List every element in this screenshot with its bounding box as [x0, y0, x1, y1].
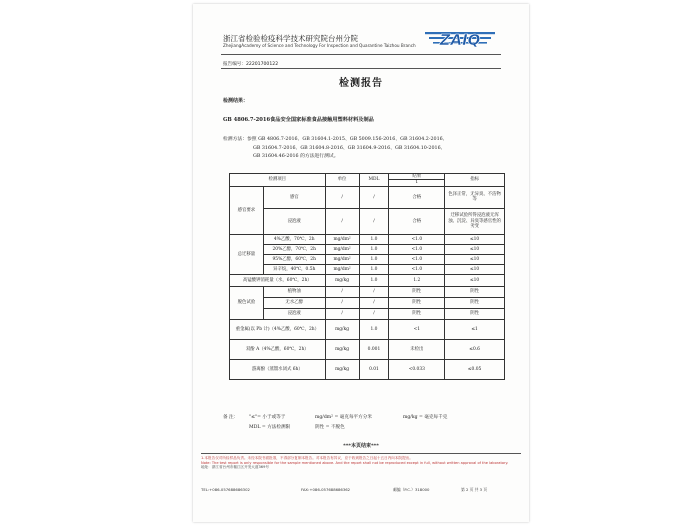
result-label: 检测结果：	[223, 98, 249, 104]
limit-cell: 阴性	[445, 308, 505, 319]
unit-cell: mg/dm²	[325, 234, 359, 244]
limit-cell: ≤0.6	[445, 339, 505, 359]
unit-cell: mg/kg	[325, 339, 359, 359]
result-cell: <1.0	[389, 244, 445, 254]
logo-text: ZAIQ	[439, 31, 481, 49]
unit-cell: mg/kg	[325, 274, 359, 286]
result-cell: 阴性	[389, 286, 445, 297]
unit-cell: /	[325, 286, 359, 297]
group-label: 脱色试验	[230, 286, 264, 319]
note-mdl: MDL = 方法检测限	[249, 425, 291, 430]
item-label: 高锰酸钾消耗量（水，60℃，2h）	[230, 274, 326, 286]
footer-tel: TEL:+086-057688686302	[201, 487, 250, 492]
result-cell: <1.0	[389, 264, 445, 274]
disclaimer	[201, 456, 523, 470]
footer-fax: FAX:+086-057688686362	[301, 487, 351, 492]
mdl-cell: /	[359, 297, 389, 308]
mdl-cell: 0.01	[359, 359, 389, 379]
note-le: "≤"= 小于或等于	[249, 415, 286, 420]
report-number: 报告编号：22201700122	[223, 62, 279, 67]
result-cell: 阴性	[389, 297, 445, 308]
unit-cell: mg/dm²	[325, 244, 359, 254]
mdl-cell: 1.0	[359, 274, 389, 286]
institute-name-cn: 浙江省检验检疫科学技术研究院台州分院	[223, 34, 358, 43]
item-label: 双酚 A（4%乙酸，60℃，2h）	[230, 339, 326, 359]
limit-cell: 色泽正常，无异臭、不洁物等	[445, 186, 505, 208]
table-row	[230, 359, 505, 379]
mdl-cell: 0.001	[359, 339, 389, 359]
result-cell: 未检出	[389, 339, 445, 359]
sub-item: 异辛烷，40℃，0.5h	[263, 264, 325, 274]
table-header-row	[230, 174, 505, 180]
result-cell: 阴性	[389, 308, 445, 319]
notes-label: 备 注：	[223, 415, 239, 420]
mdl-cell: /	[359, 308, 389, 319]
note-mgdm2: mg/dm² = 毫克每平方分米	[315, 415, 372, 420]
test-method	[223, 136, 505, 162]
footer-separator	[201, 453, 521, 454]
mdl-cell: /	[359, 286, 389, 297]
result-table	[229, 173, 505, 380]
limit-cell: 阴性	[445, 286, 505, 297]
disclaimer-en: Note: The test report is only responsible for the sample mentioned above. And the report shall not be reproduced except in full, without written approval of the laboratory.	[201, 460, 509, 465]
result-cell: <1.0	[389, 254, 445, 264]
item-label: 游离酚（蒸馏水闭式 6h）	[230, 359, 326, 379]
page-end-mark: ***本页结束***	[343, 443, 379, 449]
sub-item: 4%乙酸，70℃，2h	[263, 234, 325, 244]
note-mgkg: mg/kg = 毫克每千克	[403, 415, 448, 420]
header-mdl: MDL	[359, 174, 389, 187]
mdl-cell: 1.0	[359, 244, 389, 254]
group-label: 总迁移量	[230, 234, 264, 274]
sub-item: 95%乙醇，60℃，2h	[263, 254, 325, 264]
sub-item: 植物油	[263, 286, 325, 297]
table-row	[230, 264, 505, 274]
unit-cell: mg/kg	[325, 319, 359, 339]
sub-item: 感官	[263, 186, 325, 208]
notes-line-1	[223, 414, 513, 422]
mdl-cell: 1.0	[359, 234, 389, 244]
result-cell: 1.2	[389, 274, 445, 286]
header-item: 检测项目	[230, 174, 326, 187]
footer-postcode: 邮编（P.C.）318000	[393, 487, 430, 492]
table-row	[230, 254, 505, 264]
mdl-cell: 1.0	[359, 264, 389, 274]
sub-item: 无水乙醇	[263, 297, 325, 308]
unit-cell: mg/dm²	[325, 264, 359, 274]
result-cell: 合格	[389, 208, 445, 234]
report-title: 检测报告	[339, 78, 383, 89]
report-number-separator	[221, 68, 501, 69]
standard-name: GB 4806.7-2016食品安全国家标准食品接触用塑料材料及制品	[223, 117, 374, 123]
limit-cell: ≤10	[445, 234, 505, 244]
mdl-cell: /	[359, 208, 389, 234]
unit-cell: /	[325, 186, 359, 208]
result-cell: <0.033	[389, 359, 445, 379]
test-method-line: 检测方法：参照 GB 4806.7-2016、GB 31604.1-2015、GB 5009.156-2016、GB 31604.2-2016、	[223, 137, 448, 142]
header-limit: 指标	[445, 174, 505, 187]
table-row	[230, 274, 505, 286]
unit-cell: mg/kg	[325, 359, 359, 379]
unit-cell: /	[325, 308, 359, 319]
limit-cell: ≤10	[445, 244, 505, 254]
mdl-cell: 1.0	[359, 319, 389, 339]
page-number: 第 2 页 共 3 页	[461, 487, 488, 492]
table-row	[230, 339, 505, 359]
address: 地址：浙江省台州市椒江区开发大道369号	[201, 465, 269, 470]
limit-cell: ≤0.05	[445, 359, 505, 379]
result-cell: 合格	[389, 186, 445, 208]
zaiq-logo	[425, 26, 495, 52]
table-row	[230, 244, 505, 254]
mdl-cell: 1.0	[359, 254, 389, 264]
institute-name-en: ZhejiangAcademy of Science and Technology For Inspection and Quarantine Taizhou Branch	[223, 43, 416, 48]
limit-cell: ≤1	[445, 319, 505, 339]
table-row	[230, 186, 505, 208]
report-page	[193, 4, 529, 522]
header-result: 结果	[389, 174, 445, 180]
result-cell: <1.0	[389, 234, 445, 244]
disclaimer-cn: 1.本报告仅对所检样品负责。未经本院书面批准，不得部分复制本报告。对本报告有异议，应于收到报告之日起十五日内向本院提出。	[201, 456, 413, 460]
sub-item: 浸泡液	[263, 208, 325, 234]
limit-cell: 阴性	[445, 297, 505, 308]
limit-cell: ≤10	[445, 274, 505, 286]
note-negative: 阴性 = 不脱色	[315, 425, 345, 430]
header-unit: 单位	[325, 174, 359, 187]
result-cell: <1	[389, 319, 445, 339]
header-result-no: 1	[389, 180, 445, 186]
sub-item: 20%乙醇，70℃，2h	[263, 244, 325, 254]
unit-cell: /	[325, 208, 359, 234]
table-row	[230, 308, 505, 319]
group-label: 感官要求	[230, 186, 264, 234]
unit-cell: mg/dm²	[325, 254, 359, 264]
mdl-cell: /	[359, 186, 389, 208]
table-row	[230, 234, 505, 244]
table-row	[230, 297, 505, 308]
table-row	[230, 208, 505, 234]
header-separator	[221, 54, 501, 55]
sub-item: 浸泡液	[263, 308, 325, 319]
test-method-line: GB 31604.46-2016 的方法进行测试。	[253, 154, 339, 159]
table-row	[230, 319, 505, 339]
notes-line-2	[223, 424, 513, 432]
test-method-line: GB 31604.7-2016、GB 31604.8-2016、GB 31604.9-2016、GB 31604.10-2016、	[253, 145, 446, 151]
limit-cell: 迁移试验所得浸泡液无浑浊、沉淀、异臭等感官性的劣变	[445, 208, 505, 234]
limit-cell: ≤10	[445, 254, 505, 264]
item-label: 重金属(以 Pb 计)（4%乙酸，60℃，2h）	[230, 319, 326, 339]
unit-cell: /	[325, 297, 359, 308]
table-row	[230, 286, 505, 297]
limit-cell: ≤10	[445, 264, 505, 274]
